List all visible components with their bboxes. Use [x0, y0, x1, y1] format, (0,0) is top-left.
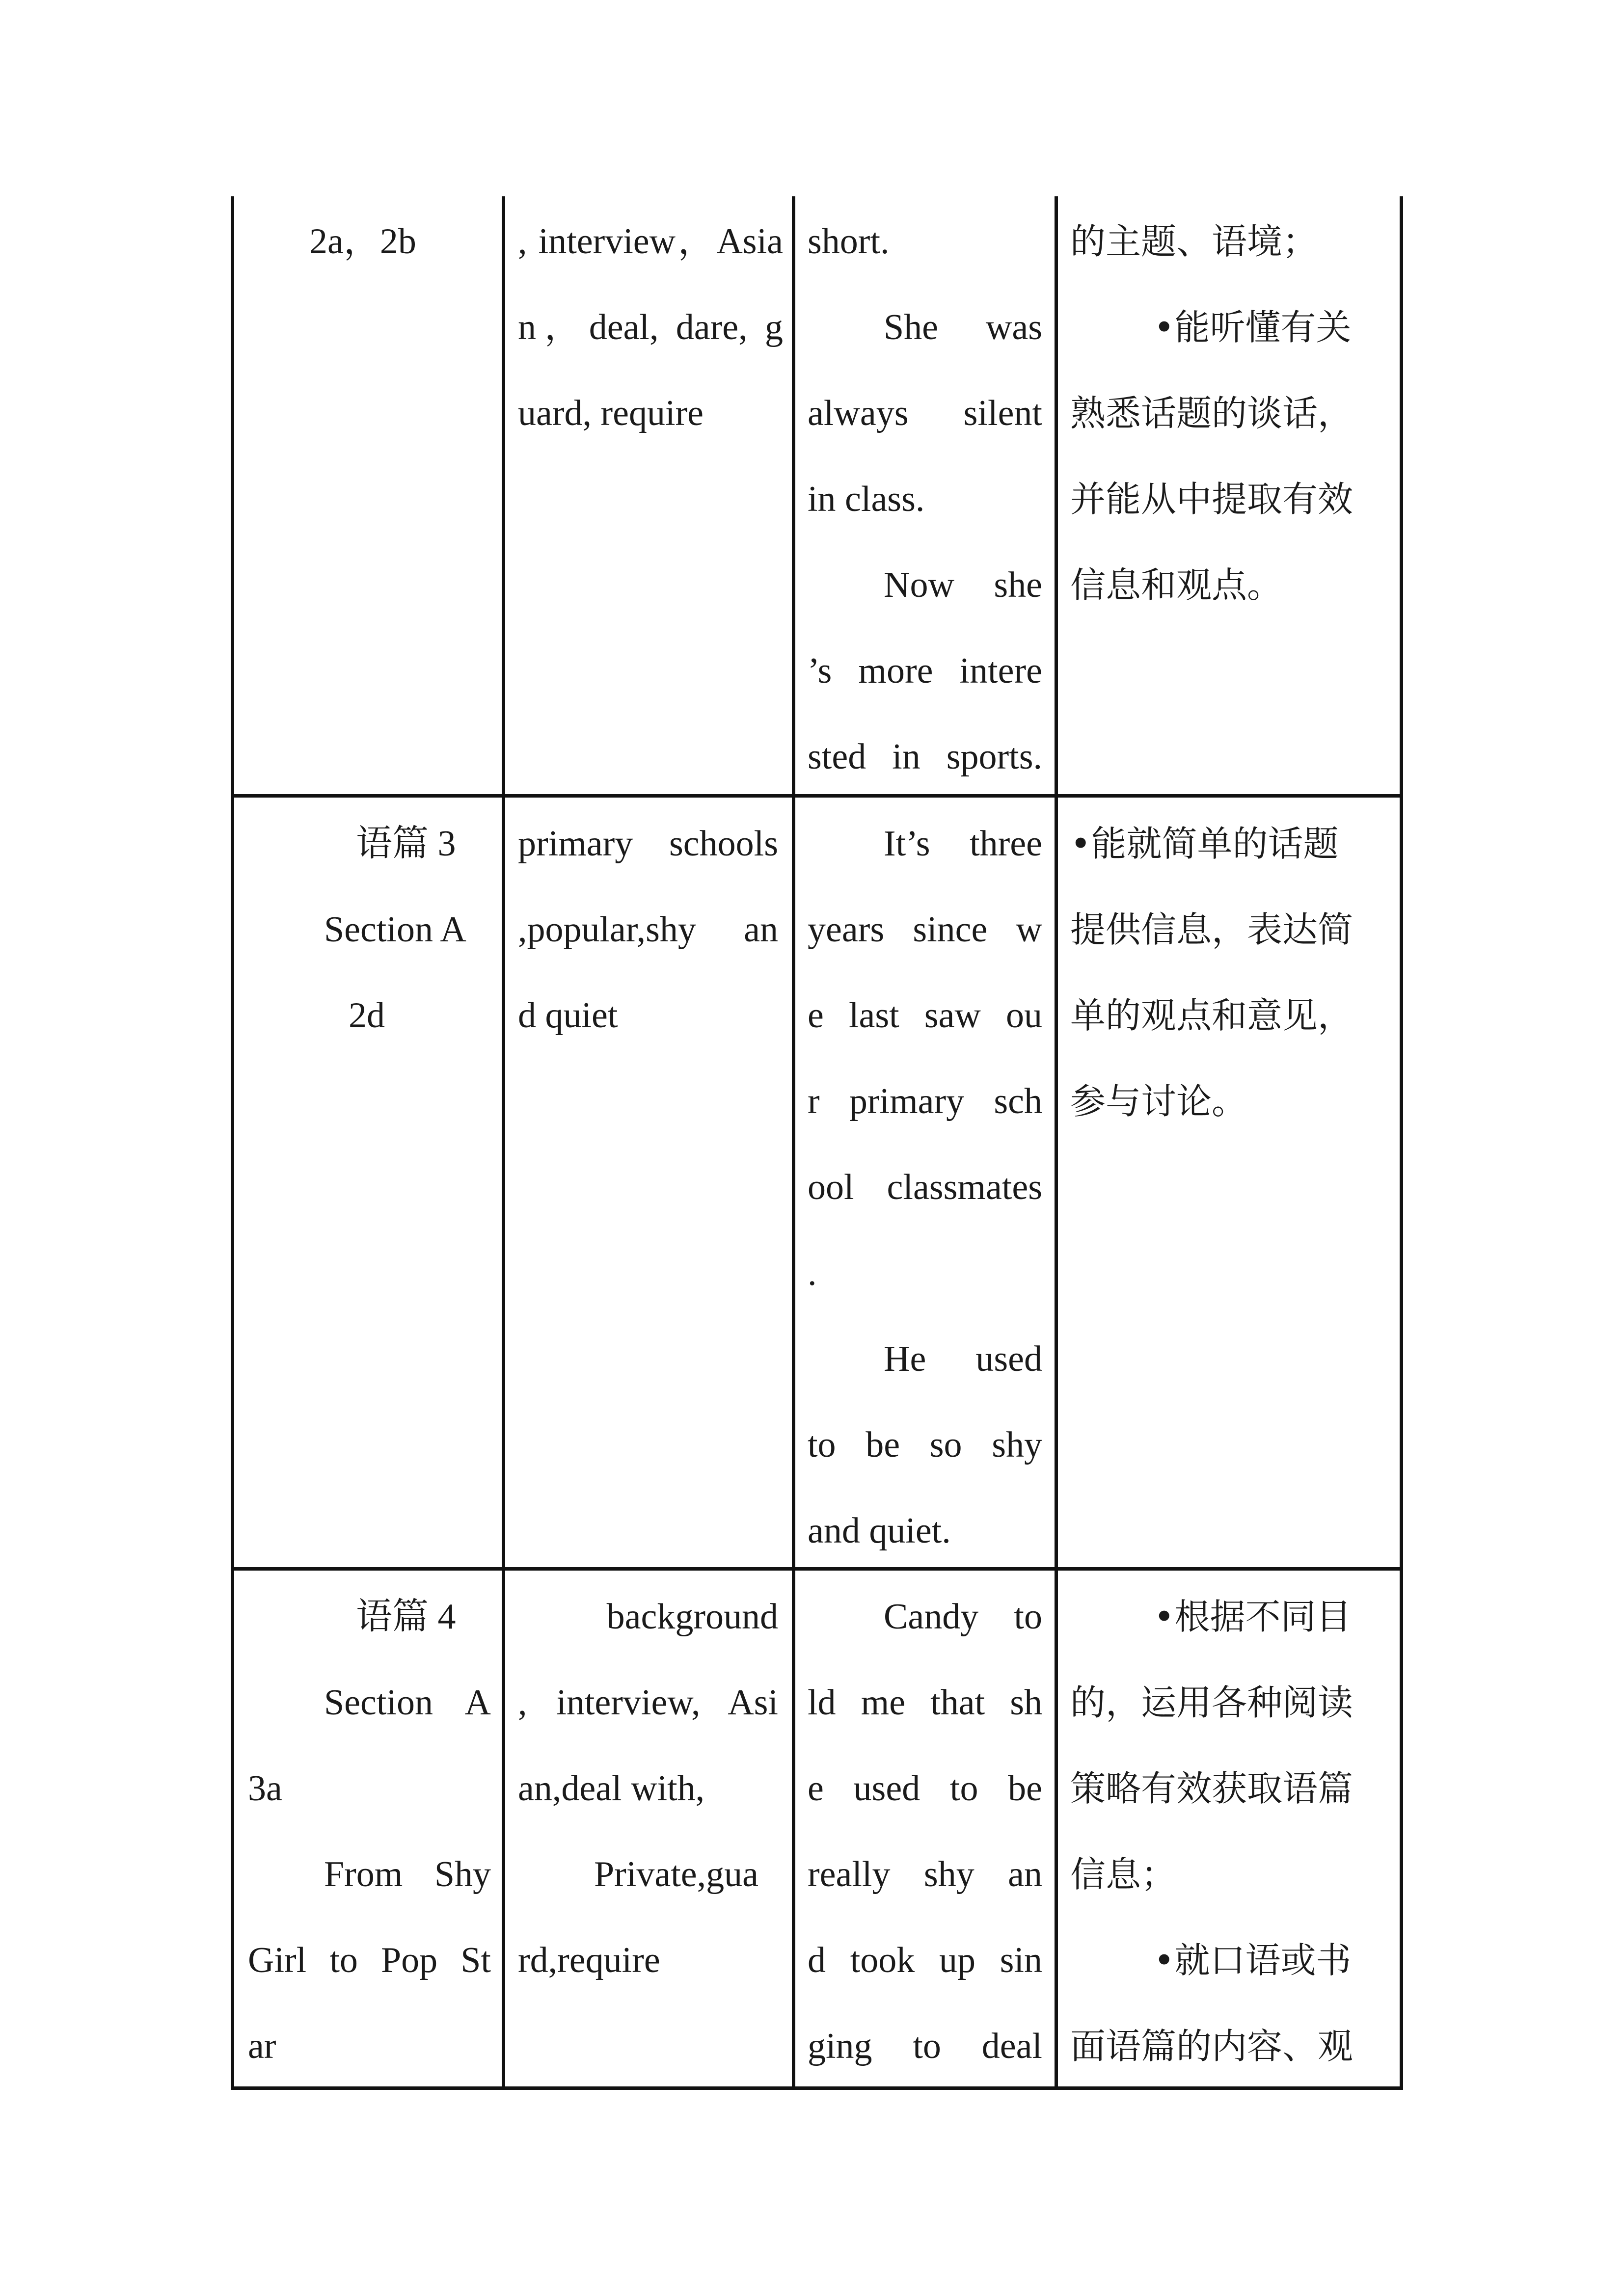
cell-line: 的，运用各种阅读	[1070, 1682, 1353, 1723]
cell-line: Section A	[324, 909, 466, 950]
cell-line: rd,require	[518, 1940, 660, 1980]
column-divider	[1400, 196, 1403, 2090]
cell-line: in class.	[808, 479, 925, 519]
table-cell-text-title	[248, 1574, 491, 2089]
cell-line: ool classmates	[808, 1167, 1042, 1207]
cell-line: 语篇 4	[356, 1597, 456, 1637]
cell-line: •能就简单的话题	[1070, 823, 1339, 864]
cell-line: short.	[808, 221, 890, 262]
cell-line: ar	[248, 2026, 276, 2066]
cell-line: background	[606, 1597, 778, 1637]
cell-line: primary schools	[518, 824, 778, 864]
cell-line: n，deal, dare, g	[518, 307, 783, 347]
cell-line: Now she	[884, 565, 1042, 605]
cell-line: 熟悉话题的谈话，	[1070, 393, 1353, 434]
table-cell-vocabulary	[518, 199, 783, 456]
cell-line: •能听懂有关	[1154, 307, 1352, 348]
cell-line: 提供信息，表达简	[1070, 909, 1353, 950]
cell-line: ging to deal	[808, 2026, 1042, 2066]
table-cell-objectives	[1070, 199, 1389, 628]
cell-line: sted in sports.	[808, 737, 1042, 777]
column-divider	[792, 196, 795, 2090]
cell-line: really shy an	[808, 1854, 1042, 1895]
table-cell-sentences	[808, 801, 1042, 1574]
table-cell-vocabulary	[518, 801, 778, 1059]
cell-line: r primary sch	[808, 1081, 1042, 1121]
cell-line: Section A	[324, 1682, 491, 1723]
cell-line: 并能从中提取有效	[1070, 479, 1353, 520]
cell-line: e used to be	[808, 1768, 1042, 1809]
cell-line: 单的观点和意见，	[1070, 995, 1353, 1036]
cell-line: an,deal with,	[518, 1768, 705, 1809]
cell-line: and quiet.	[808, 1511, 951, 1551]
cell-line: uard, require	[518, 393, 704, 433]
cell-line: Candy to	[884, 1597, 1042, 1637]
column-divider	[1055, 196, 1058, 2090]
cell-line: to be so shy	[808, 1425, 1042, 1465]
table-cell-vocabulary	[518, 1574, 778, 2003]
cell-line: 面语篇的内容、观	[1070, 2026, 1353, 2067]
cell-line: She was	[884, 307, 1042, 347]
table-cell-sentences	[808, 199, 1042, 800]
cell-line: 语篇 3	[356, 824, 456, 864]
cell-line: ld me that sh	[808, 1682, 1042, 1723]
cell-line: 2a，2b	[309, 221, 416, 262]
cell-line: d quiet	[518, 995, 618, 1036]
cell-line: , interview, Asi	[518, 1682, 778, 1723]
cell-line: 信息和观点。	[1070, 564, 1283, 606]
cell-line: 3a	[248, 1768, 282, 1809]
cell-line: It’s three	[884, 824, 1042, 864]
cell-line: always silent	[808, 393, 1042, 433]
cell-line: 信息；	[1070, 1854, 1177, 1895]
cell-line: , interview，Asia	[518, 221, 783, 262]
column-divider	[502, 196, 505, 2090]
cell-line: From Shy	[324, 1854, 491, 1895]
table-cell-objectives	[1070, 1574, 1389, 2089]
cell-line: 参与讨论。	[1070, 1081, 1247, 1122]
cell-line: 策略有效获取语篇	[1070, 1768, 1353, 1809]
cell-line: e last saw ou	[808, 995, 1042, 1036]
cell-line: •根据不同目	[1154, 1596, 1352, 1637]
cell-line: ,popular,shy an	[518, 909, 778, 950]
cell-line: years since w	[808, 909, 1042, 950]
column-divider	[231, 196, 234, 2090]
cell-line: 的主题、语境；	[1070, 221, 1318, 262]
cell-line: He used	[884, 1339, 1042, 1379]
cell-line: Girl to Pop St	[248, 1940, 491, 1980]
cell-line: .	[808, 1253, 817, 1293]
table-cell-sentences	[808, 1574, 1042, 2089]
cell-line: ’s more intere	[808, 651, 1042, 691]
cell-line: 2d	[349, 995, 385, 1036]
table-cell-objectives	[1070, 801, 1389, 1145]
cell-line: •就口语或书	[1154, 1940, 1352, 1981]
cell-line: Private,gua	[594, 1854, 758, 1895]
table-cell-text-title	[236, 801, 491, 1059]
cell-line: d took up sin	[808, 1940, 1042, 1980]
table-cell-text-title	[236, 199, 501, 285]
